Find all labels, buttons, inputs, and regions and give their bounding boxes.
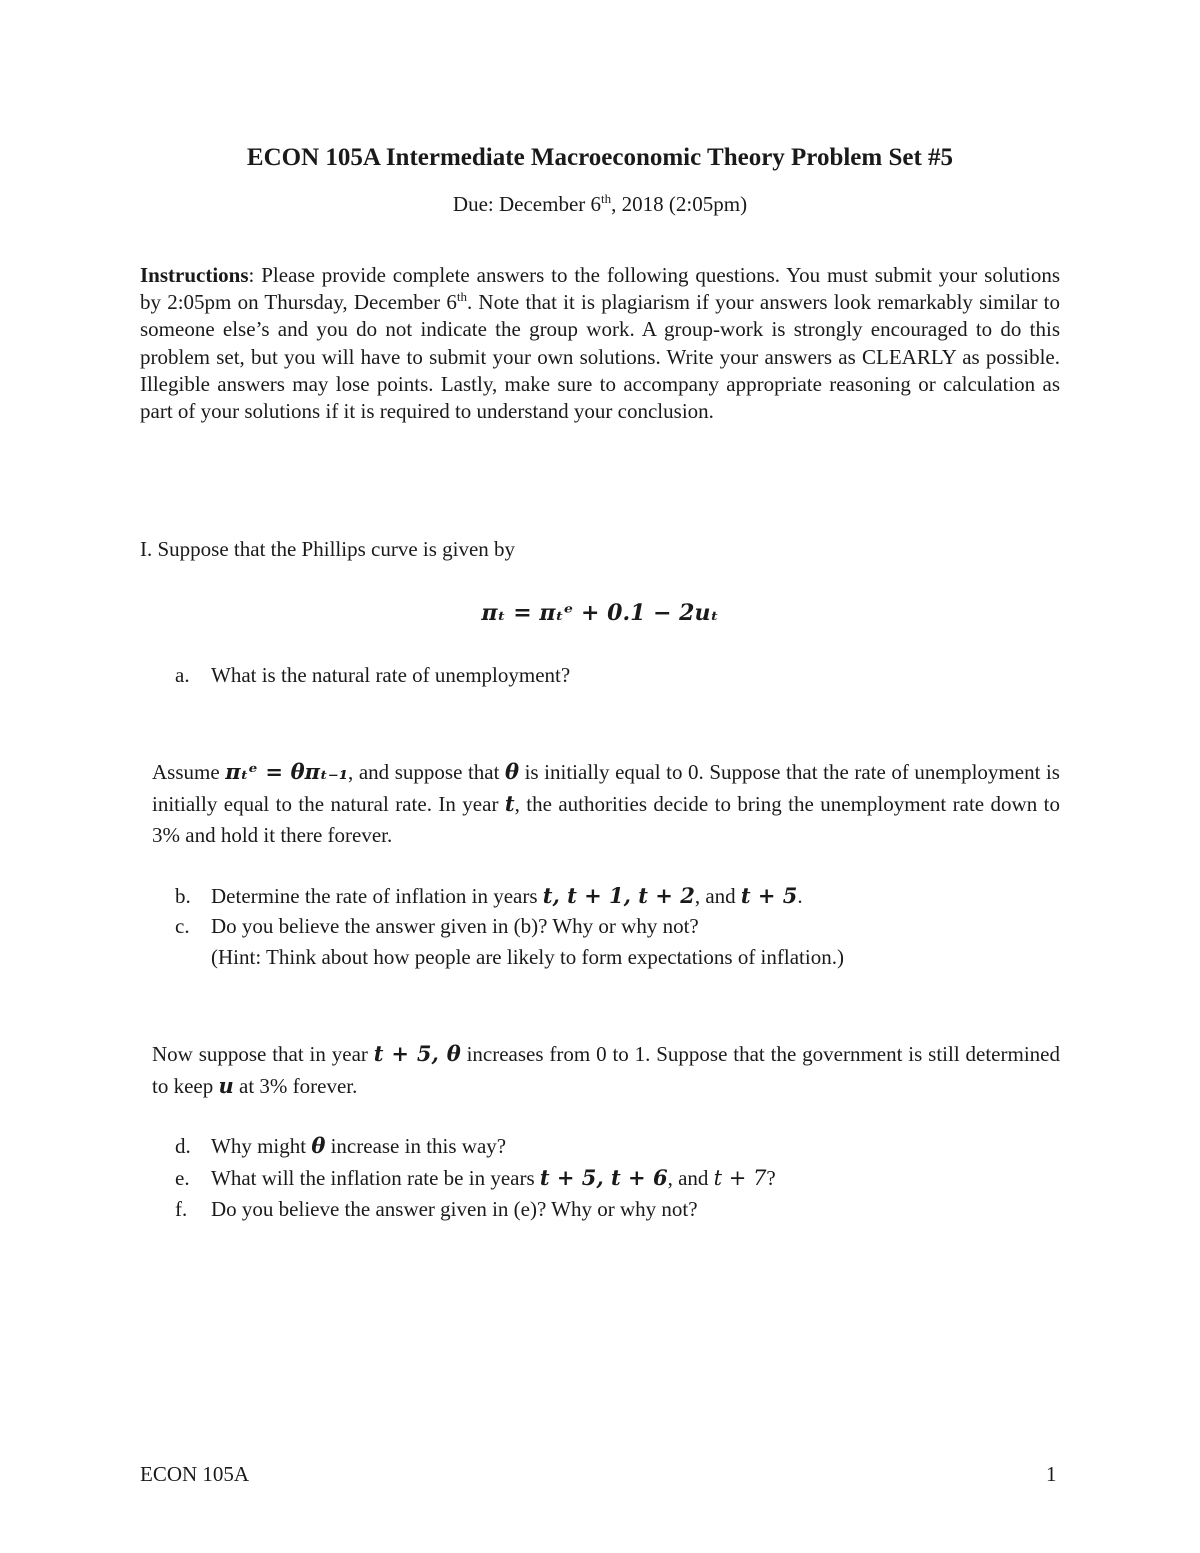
u-symbol: u	[218, 1073, 234, 1098]
question-c-hint: (Hint: Think about how people are likely to form expectations of inflation.)	[211, 945, 844, 969]
theta-symbol: θ	[505, 759, 520, 784]
due-date-text: Due: December 6	[452, 192, 602, 216]
assumption-paragraph	[152, 756, 1060, 851]
t-symbol: t	[504, 791, 515, 816]
footer-page-number: 1	[1046, 1462, 1057, 1486]
now-suppose-paragraph	[152, 1038, 1060, 1102]
section-intro: I. Suppose that the Phillips curve is given by	[140, 537, 516, 561]
question-c-text: Do you believe the answer given in (b)? Why or why not?	[211, 914, 699, 938]
due-date	[0, 192, 1200, 217]
expectation-formula: πₜᵉ = θπₜ₋₁	[225, 759, 349, 784]
question-b-text-1: Determine the rate of inflation in years	[211, 884, 543, 908]
footer-course: ECON 105A	[140, 1462, 250, 1486]
now-text-3: at 3% forever.	[233, 1074, 358, 1098]
question-a-label: a.	[175, 663, 190, 687]
question-e	[175, 1165, 776, 1191]
question-b-label: b.	[175, 884, 191, 908]
question-f-label: f.	[175, 1197, 188, 1221]
due-date-superscript: th	[601, 191, 612, 206]
question-b-year-5: t + 5	[740, 883, 798, 908]
phillips-curve-equation: πₜ = πₜᵉ + 0.1 − 2uₜ	[481, 600, 719, 626]
page-title: ECON 105A Intermediate Macroeconomic Theory Problem Set #5	[246, 144, 954, 171]
question-c	[175, 914, 699, 939]
question-e-text-2: , and	[667, 1166, 714, 1190]
question-f	[175, 1197, 698, 1222]
now-text-2: increases from 0 to 1. Suppose that the government is still determined to keep	[152, 1042, 1060, 1098]
question-e-text-1: What will the inflation rate be in years	[211, 1166, 540, 1190]
question-b-text-3: .	[797, 884, 803, 908]
question-a	[175, 663, 570, 688]
question-e-label: e.	[175, 1166, 190, 1190]
question-d-text-2: increase in this way?	[325, 1134, 507, 1158]
question-b-text-2: , and	[694, 884, 741, 908]
question-e-year-7: t + 7	[713, 1166, 767, 1190]
question-d-text-1: Why might	[211, 1134, 312, 1158]
instructions-superscript: th	[456, 289, 467, 305]
question-f-text: Do you believe the answer given in (e)? Why or why not?	[211, 1197, 698, 1221]
assume-text-3: is initially equal to 0. Suppose that the rate of unemployment is initially equal to the natural rate. In year	[152, 760, 1060, 816]
question-d-theta: θ	[311, 1133, 326, 1158]
assume-text-1: Assume	[152, 760, 226, 784]
question-c-label: c.	[175, 914, 190, 938]
question-e-years: t + 5, t + 6	[539, 1165, 668, 1190]
question-b-years: t, t + 1, t + 2	[542, 883, 695, 908]
instructions-label: Instructions	[140, 263, 249, 287]
now-math-1: t + 5, θ	[373, 1041, 461, 1066]
assume-text-2: , and suppose that	[348, 760, 506, 784]
question-e-text-3: ?	[766, 1166, 776, 1190]
question-d-label: d.	[175, 1134, 191, 1158]
due-date-suffix: , 2018 (2:05pm)	[611, 192, 748, 216]
now-text-1: Now suppose that in year	[152, 1042, 374, 1066]
instructions-text-1: : Please provide complete answers to the following questions. You must submit your solutions by 2:05pm on Thursday, December 6	[140, 263, 1060, 315]
question-a-text: What is the natural rate of unemployment?	[211, 663, 571, 687]
question-d	[175, 1133, 506, 1159]
question-b	[175, 883, 803, 909]
instructions-text-2: . Note that it is plagiarism if your answers look remarkably similar to someone else’s and you do not indicate the group work. A group-work is strongly encouraged to do this problem set, but you will have to submit your own solutions. Write your answers as CLEARLY as possible. Illegible answers may lose points. Lastly, make sure to accompany appropriate reasoning or calculation as part of your solutions if it is required to understand your conclusion.	[140, 290, 1060, 424]
instructions-paragraph	[140, 262, 1060, 425]
assume-text-4: , the authorities decide to bring the unemployment rate down to 3% and hold it there forever.	[152, 792, 1060, 847]
